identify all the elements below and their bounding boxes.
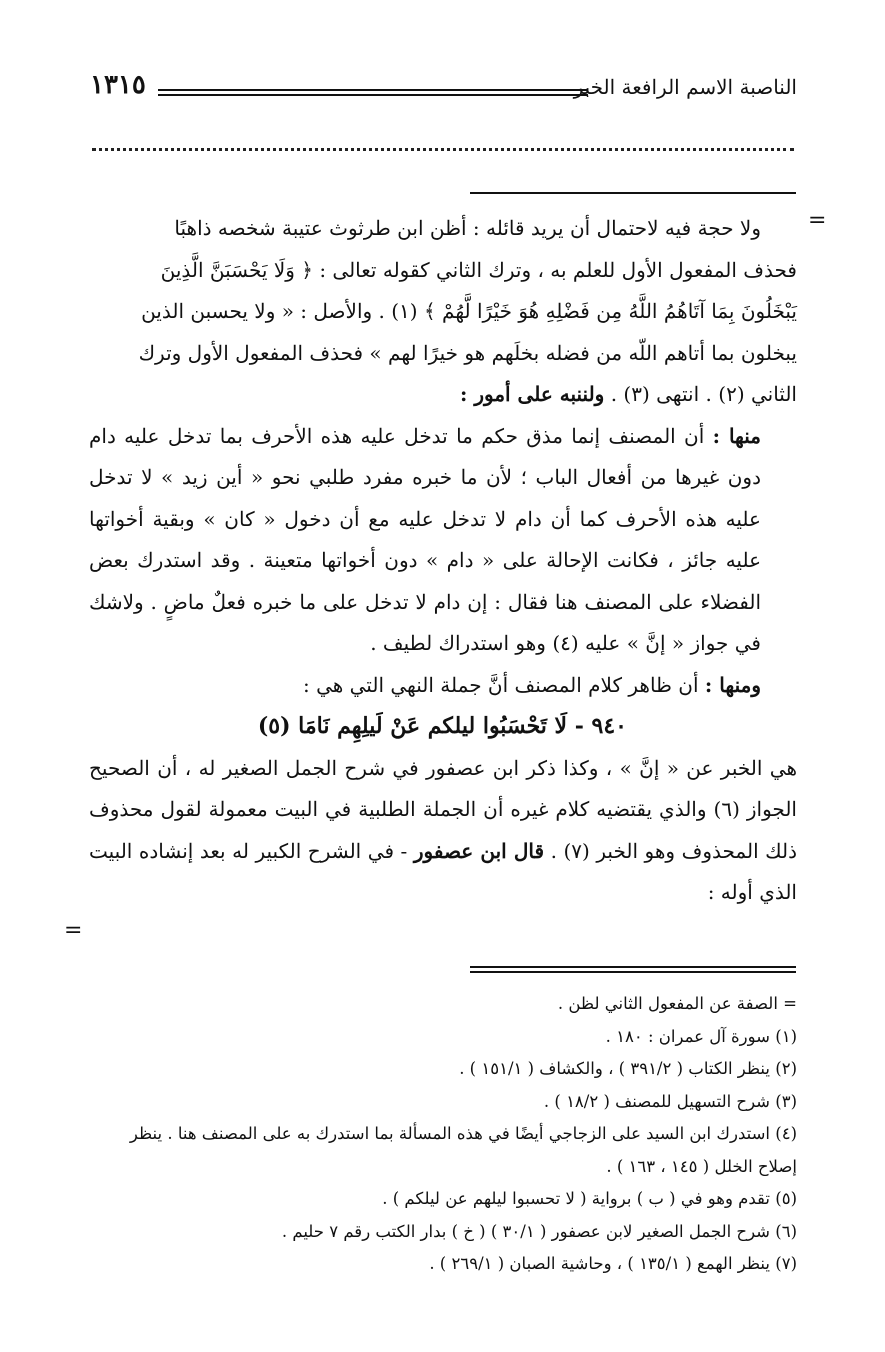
footnote-rule — [470, 966, 796, 973]
footnote-6: (٦) شرح الجمل الصغير لابن عصفور ( ٣٠/١ ) ( خ ) بدار الكتب رقم ٧ حليم . — [281, 1221, 797, 1241]
header-double-rule — [158, 89, 588, 96]
para-1-line-4: يبخلون بما أتاهم اللّه من فضله بخلَهم هو خيرًا لهم » فحذف المفعول الأول وترك — [138, 340, 797, 365]
footnote-3: (٣) شرح التسهيل للمصنف ( ١٨/٢ ) . — [543, 1091, 797, 1111]
footnote-4: (٤) استدرك ابن السيد على الزجاجي أيضًا في هذه المسألة بما استدرك به على المصنف هنا . ينظر إصلاح الخلل ( ١٤٥ ، ١٦٣ ) . — [129, 1124, 797, 1176]
page-number: ١٣١٥ — [90, 70, 146, 100]
para-4-tail: - في الشرح الكبير له بعد إنشاده البيت الذي أوله : — [89, 838, 797, 904]
para-1-line-3: يَبْخَلُونَ بِمَا آتَاهُمُ اللَّهُ مِن فَضْلِهِ هُوَ خَيْرًا لَّهُمْ ﴾ (١) . والأصل : « ولا يحسبن الذين — [141, 299, 797, 323]
para-4-text: هي الخبر عن « إنَّ » ، وكذا ذكر ابن عصفور في شرح الجمل الصغير له ، أن الصحيح الجواز (٦) والذي يقتضيه كلام غيره أن الجملة الطلبية في البيت معمولة لقول محذوف ذلك المحذوف وهو الخبر (٧) . — [89, 755, 798, 863]
dotted-separator — [92, 148, 794, 151]
paragraph-4 — [89, 748, 797, 914]
para-3-lead: ومنها : — [704, 672, 761, 697]
paragraph-2 — [89, 416, 797, 665]
para-1-line-5-text: الثاني (٢) . انتهى (٣) . — [610, 382, 797, 406]
para-1-line-5 — [89, 374, 797, 416]
main-text — [89, 208, 797, 914]
para-4-bold: قال ابن عصفور — [413, 838, 545, 863]
section-heading: ولننبه على أمور : — [459, 382, 605, 406]
para-2-text: أن المصنف إنما مذق حكم ما تدخل عليه هذه الأحرف بما تدخل عليه دام دون غيرها من أفعال الباب ؛ لأن ما خبره مفرد طلبي نحو « أين زيد » لا تدخل عليه هذه الأحرف كما أن دام لا تدخل عليه مع أن دخول « كان » وبقية أخواتها عليه جائز ، فكانت الإحالة على « دام » دون أخواتها متعينة . وقد استدرك بعض الفضلاء على المصنف هنا فقال : إن دام لا تدخل على ما خبره فعلٌ ماضٍ . ولاشك في جواز « إنَّ » عليه (٤) وهو استدراك لطيف . — [89, 423, 761, 655]
footnote-7: (٧) ينظر الهمع ( ١٣٥/١ ) ، وحاشية الصبان ( ٢٦٩/١ ) . — [429, 1254, 797, 1273]
running-header-title: الناصبة الاسم الرافعة الخبر — [573, 75, 797, 99]
footnote-1: (١) سورة آل عمران : ١٨٠ . — [605, 1026, 797, 1046]
footnotes — [89, 988, 797, 1281]
footnote-continuation: = الصفة عن المفعول الثاني لظن . — [557, 994, 797, 1013]
continuation-rule — [470, 192, 796, 194]
para-1-line-1: ولا حجة فيه لاحتمال أن يريد قائله : أظن ابن طرثوث عتيبة شخصه ذاهبًا — [174, 216, 761, 240]
end-continuation-mark: = — [64, 918, 83, 943]
paragraph-3 — [89, 665, 797, 707]
continuation-mark: = — [808, 208, 827, 233]
para-1-line-2: فحذف المفعول الأول للعلم به ، وترك الثاني كقوله تعالى : ﴿ وَلَا يَحْسَبَنَّ الَّذِينَ — [160, 257, 797, 282]
footnote-5: (٥) تقدم وهو في ( ب ) برواية ( لا تحسبوا ليلهم عن ليلكم ) . — [382, 1189, 797, 1208]
para-2-lead: منها : — [712, 423, 762, 448]
para-3-text: أن ظاهر كلام المصنف أنَّ جملة النهي التي هي : — [302, 672, 699, 697]
footnote-2: (٢) ينظر الكتاب ( ٣٩١/٢ ) ، والكشاف ( ١٥١/١ ) . — [459, 1059, 797, 1078]
poetry-verse: ٩٤٠ - لَا تَحْسَبُوا ليلكم عَنْ لَيلِهِم نَامَا (٥) — [257, 713, 627, 739]
